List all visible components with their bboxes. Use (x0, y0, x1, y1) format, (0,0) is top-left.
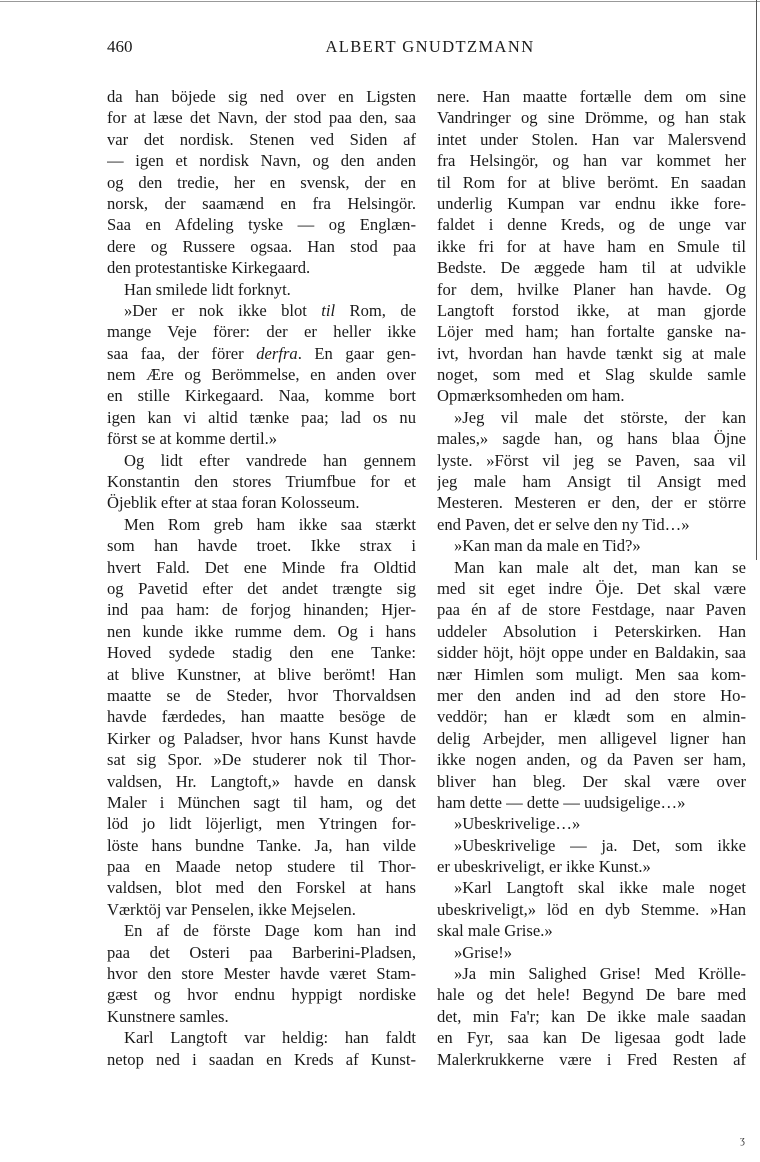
text-line: at blive Kunstner, at blive berömt! Han (107, 664, 416, 684)
text-line: nere. Han maatte fortælle dem om sine (437, 87, 746, 106)
text-line: ikke nogen anden, og da Paven ser ham, (437, 750, 746, 770)
paragraph (437, 835, 746, 878)
text-column-right (437, 86, 746, 1070)
text-line: delig Arbejder, men alligevel ligner han (437, 728, 746, 748)
paragraph (437, 813, 746, 834)
paragraph (437, 557, 746, 814)
text-line: Vandringer og sine Drömme, og han stak (437, 108, 746, 128)
text-line: Langtoft forstod ikke, at man gjorde (437, 300, 746, 320)
text-line: paa det Osteri paa Barberini-Pladsen, (107, 942, 416, 962)
text-line: nem Ære og Berömmelse, en anden over (107, 365, 416, 385)
text-line: til Rom for at blive berömt. En saadan (437, 172, 746, 192)
text-line: Kunstnere samles. (107, 1006, 229, 1026)
text-line: og den tredie, her en svensk, der en (107, 172, 416, 192)
paragraph (107, 279, 416, 300)
page-top-edge (0, 1, 760, 2)
text-segment: saa faa, der förer (107, 343, 257, 363)
text-line: var det nordisk. Stenen ved Siden af (107, 129, 416, 149)
text-line: »Ubeskrivelige…» (454, 814, 581, 834)
paragraph (107, 86, 416, 279)
text-line: ivt, hvordan han havde tænkt sig at male (437, 343, 746, 363)
text-line: hale og det hele! Begynd De bare med (437, 985, 746, 1005)
text-line (107, 343, 416, 364)
text-line: norsk, der saamænd en fra Helsingör. (107, 193, 416, 213)
text-line: maatte se de Steder, hvor Thorvaldsen (107, 685, 416, 705)
text-line: det, min Fa'r; kan De ikke male saadan (437, 1006, 746, 1026)
paragraph (107, 450, 416, 514)
text-line: den protestantiske Kirkegaard. (107, 258, 311, 278)
text-line: da han böjede sig ned over en Ligsten (107, 87, 416, 106)
italic-word: derfra (256, 343, 298, 363)
text-line: jeg male ham Ansigt til Ansigt med (437, 472, 746, 492)
text-line: valdsen, Hr. Langtoft,» havde en dansk (107, 771, 416, 791)
text-line: og Pavetid efter det andet trængte sig (107, 578, 416, 598)
text-line: Löjer med ham; han fortalte ganske na- (437, 322, 746, 342)
text-line: en Fyr, saa kan De ligesaa godt lade (437, 1028, 746, 1048)
paragraph (437, 942, 746, 963)
text-line: Værktöj var Penselen, ikke Mejselen. (107, 899, 356, 919)
text-line: bliver han bleg. Der skal være over (437, 771, 746, 791)
paragraph (437, 535, 746, 556)
text-line: uddeler Absolution i Peterskirken. Han (437, 621, 746, 641)
text-line: Men Rom greb ham ikke saa stærkt (124, 514, 416, 534)
text-line: »Jeg vil male det störste, der kan (454, 407, 746, 427)
text-line: hvert Fald. Det ene Minde fra Oldtid (107, 557, 416, 577)
text-line: »Ubeskrivelige — ja. Det, som ikke (454, 835, 746, 855)
text-line: fra Helsingör, og han var kommet her (437, 151, 746, 171)
text-line: mer den anden ind ad den store Ho- (437, 685, 746, 705)
text-line: Maler i München sagt til ham, og det (107, 792, 416, 812)
text-segment: . En gaar gen- (297, 343, 416, 363)
text-line: intet under Stolen. Han var Malersvend (437, 129, 746, 149)
text-line: ind paa ham: de forjog hinanden; Hjer- (107, 600, 416, 620)
paragraph (107, 300, 416, 450)
text-line: gæst og hvor endnu hyppigt nordiske (107, 985, 416, 1005)
text-line: Og lidt efter vandrede han gennem (124, 450, 416, 470)
text-line: Karl Langtoft var heldig: han faldt (124, 1028, 416, 1048)
paragraph (107, 514, 416, 920)
text-line: Öjeblik efter at staa foran Kolosseum. (107, 493, 360, 513)
text-line: med sit eget indre Öje. Det skal være (437, 578, 746, 598)
text-segment: Rom, de (335, 300, 416, 320)
text-line: faldet i denne Kreds, og de unge var (437, 215, 746, 235)
text-line: Bedste. De æggede ham til at udvikle (437, 258, 746, 278)
text-line: hvor den store Mester havde været Stam- (107, 964, 416, 984)
text-line: igen kan vi altid tænke paa; lad os nu (107, 407, 416, 427)
paragraph (437, 877, 746, 941)
text-line: skal male Grise.» (437, 921, 553, 941)
text-line: »Grise!» (454, 942, 513, 962)
text-line: först se at komme dertil.» (107, 429, 278, 449)
text-line: valdsen, blot med den Forskel at hans (107, 878, 416, 898)
text-line: »Kan man da male en Tid?» (454, 536, 641, 556)
paragraph (437, 407, 746, 535)
text-line: en stille Kirkegaard. Naa, komme bort (107, 386, 416, 406)
paragraph (437, 86, 746, 407)
text-line: löste hans bundne Tanke. Ja, han vilde (107, 835, 416, 855)
text-line: netop ned i saadan en Kreds af Kunst- (107, 1049, 416, 1069)
paragraph (437, 963, 746, 1070)
text-line: En af de förste Dage kom han ind (124, 921, 416, 941)
text-line: havde færdedes, han maatte besöge de (107, 707, 416, 727)
text-line: paa en Maade netop studere til Thor- (107, 857, 416, 877)
text-line: males,» sagde han, og hans blaa Öjne (437, 429, 746, 449)
running-title: ALBERT GNUDTZMANN (325, 37, 535, 56)
text-line: som han havde troet. Ikke strax i (107, 536, 416, 556)
text-line: Man kan male alt det, man kan se (454, 557, 746, 577)
text-segment: »Der er nok ikke blot (124, 300, 322, 320)
text-line: Konstantin den stores Triumfbue for et (107, 472, 416, 492)
text-line: Hoved sydede stadig den ene Tanke: (107, 643, 416, 663)
text-line: lyste. »Först vil jeg se Paven, saa vil (437, 450, 746, 470)
text-line: er ubeskriveligt, er ikke Kunst.» (437, 857, 651, 877)
page-number: 460 (107, 37, 133, 56)
text-line: löd jo lidt löjerligt, men Ytringen for- (107, 814, 416, 834)
scan-mark: ʒ (740, 1134, 745, 1146)
text-line: mange Veje förer: der er heller ikke (107, 322, 416, 342)
text-line (107, 300, 416, 321)
text-line: nær Himlen som muligt. Men saa kom- (437, 664, 746, 684)
text-line: Han smilede lidt forknyt. (124, 279, 291, 299)
text-line: ham dette — dette — uudsigelige…» (437, 792, 686, 812)
page-right-edge (756, 0, 757, 560)
text-line: Kirker og Paladser, hvor hans Kunst havde (107, 728, 416, 748)
text-line: noget, som med et Slag skulde samle (437, 365, 746, 385)
text-line: Saa en Afdeling tyske — og Englæn- (107, 215, 416, 235)
text-line: ikke fri for at have ham en Smule til (437, 236, 746, 256)
text-line: Malerkrukkerne være i Fred Resten af (437, 1049, 746, 1069)
text-line: »Ja min Salighed Grise! Med Krölle- (454, 964, 746, 984)
text-line: dere og Russere ogsaa. Han stod paa (107, 236, 416, 256)
text-line: veddör; han er klædt som en almin- (437, 707, 746, 727)
text-column-left (107, 86, 416, 1070)
paragraph (107, 920, 416, 1027)
text-line: sidder höjt, höjt oppe under en Baldakin, saa (437, 643, 746, 663)
text-line: end Paven, det er selve den ny Tid…» (437, 514, 690, 534)
text-line: Mesteren. Mesteren er den, der er större (437, 493, 746, 513)
text-line: Opmærksomheden om ham. (437, 386, 625, 406)
text-line: underlig Kumpan var endnu ikke fore- (437, 193, 746, 213)
text-line: for at læse det Navn, der stod paa den, saa (107, 108, 416, 128)
text-line: nen kunde ikke rumme dem. Og i hans (107, 621, 416, 641)
text-line: — igen et nordisk Navn, og den anden (107, 151, 416, 171)
text-line: »Karl Langtoft skal ikke male noget (454, 878, 746, 898)
paragraph (107, 1027, 416, 1070)
text-line: ubeskriveligt,» löd en dyb Stemme. »Han (437, 899, 746, 919)
text-line: sat sig Spor. »De studerer nok til Thor- (107, 750, 416, 770)
text-line: for dem, hvilke Planer han havde. Og (437, 279, 746, 299)
text-line: paa én af de store Festdage, naar Paven (437, 600, 746, 620)
italic-word: til (321, 300, 336, 320)
